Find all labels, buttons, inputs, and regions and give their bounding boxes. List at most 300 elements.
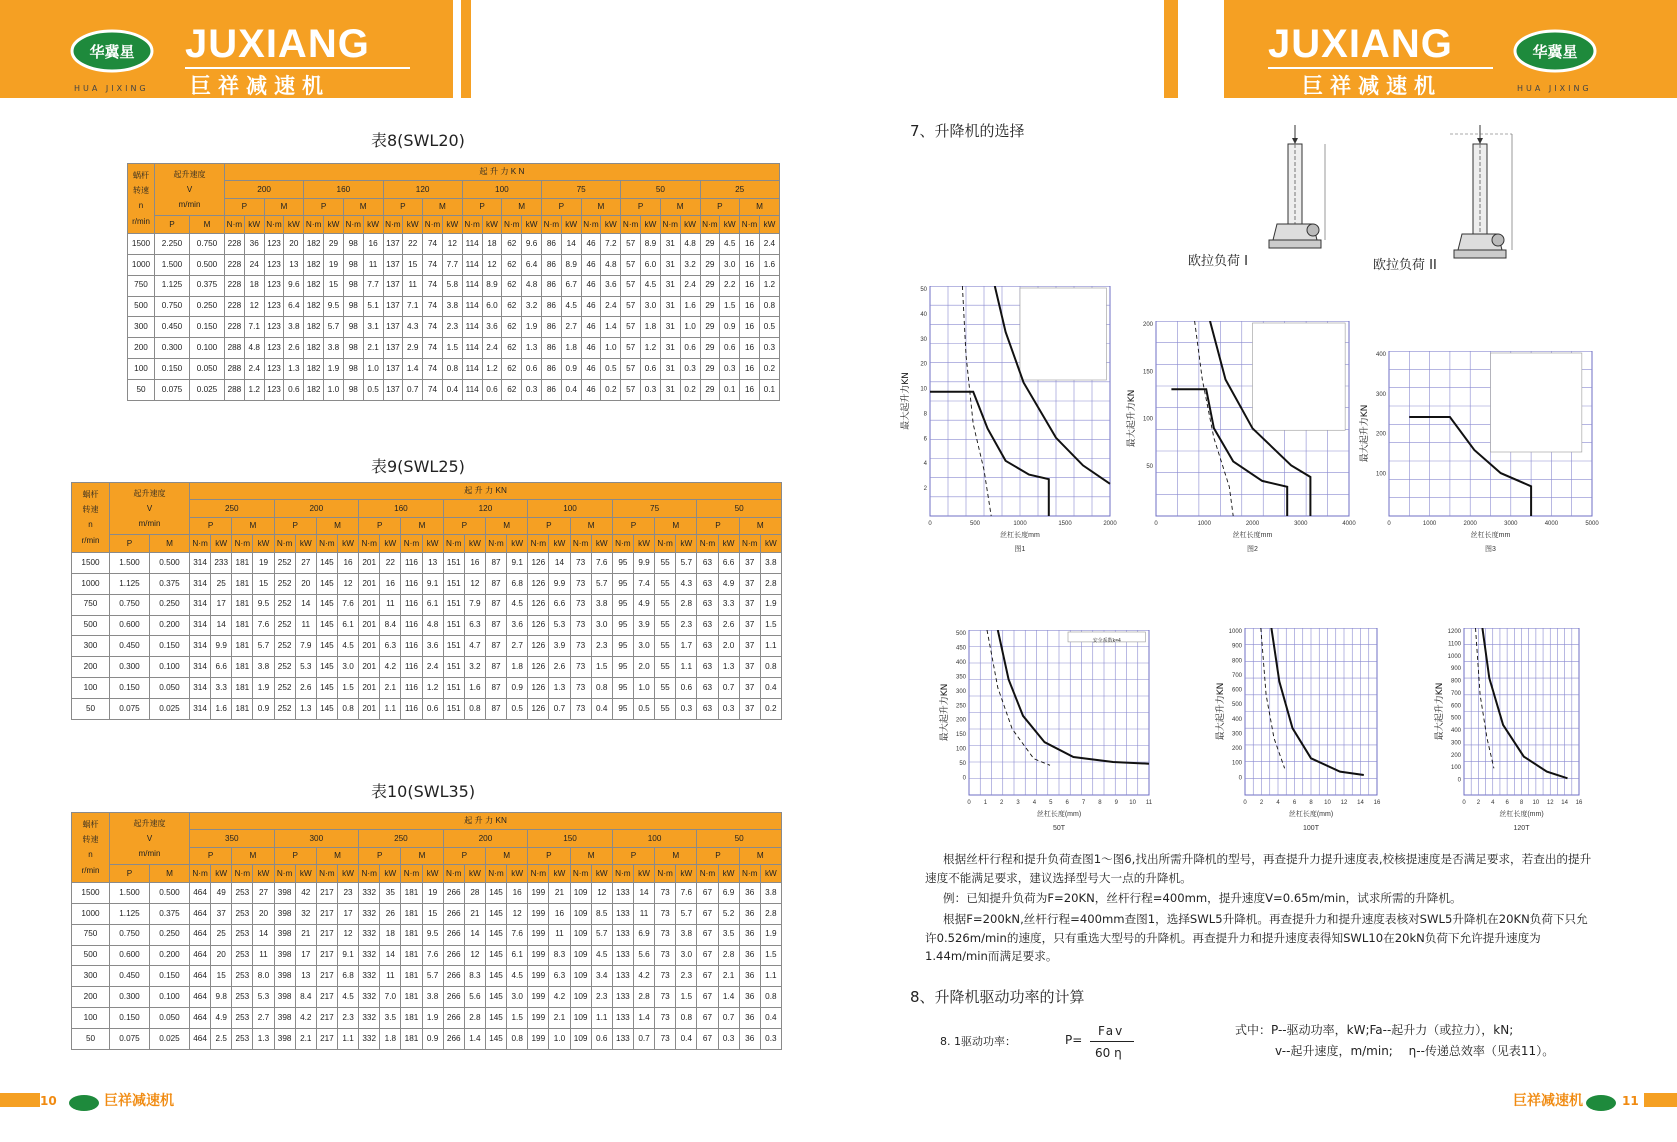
table-cell: 300 — [72, 636, 110, 657]
table-cell: 49 — [211, 882, 232, 903]
table-cell: 4.2 — [295, 1008, 316, 1029]
table-cell: 288 — [225, 380, 245, 401]
table-cell: 4.9 — [211, 1008, 232, 1029]
table-cell: 4.8 — [244, 338, 264, 359]
table-cell: 31 — [660, 296, 680, 317]
table-cell: 3.3 — [211, 678, 232, 699]
table-cell: 0.250 — [190, 296, 225, 317]
y-tick-label: 50 — [920, 287, 927, 293]
formula-note-2: v--起升速度，m/min; η--传递总效率（见表11）。 — [1275, 1044, 1555, 1058]
table-cell: 398 — [274, 987, 295, 1008]
table-cell: 57 — [621, 296, 641, 317]
table-cell: 0.050 — [190, 359, 225, 380]
table-cell: 464 — [190, 1029, 211, 1050]
table-cell: 12 — [591, 882, 612, 903]
table-cell: 57 — [621, 233, 641, 254]
table-cell: 29 — [700, 317, 720, 338]
table-cell: 0.3 — [676, 699, 697, 720]
table-cell: 3.5 — [718, 924, 739, 945]
table-cell: 4.3 — [676, 573, 697, 594]
y-tick-label: 700 — [1450, 690, 1461, 697]
table-cell: 95 — [612, 657, 633, 678]
table-cell: 67 — [697, 882, 718, 903]
p-head-cell: P — [462, 198, 502, 215]
footer-logo-right — [1585, 1094, 1617, 1112]
table-cell: 1.0 — [680, 317, 700, 338]
table-cell: 252 — [274, 573, 295, 594]
table-cell: 87 — [485, 636, 506, 657]
table-cell: 37 — [739, 615, 760, 636]
table-cell: 4.8 — [422, 615, 443, 636]
table-cell: 252 — [274, 615, 295, 636]
table-cell: 14 — [211, 615, 232, 636]
table-cell: 95 — [612, 573, 633, 594]
table-cell: 17 — [337, 903, 358, 924]
table-cell: 133 — [612, 966, 633, 987]
table-cell: 31 — [660, 233, 680, 254]
table-cell: 314 — [190, 657, 211, 678]
table-cell: 253 — [232, 903, 253, 924]
table-cell: 133 — [612, 945, 633, 966]
table-row — [72, 678, 782, 699]
table-cell: 1.4 — [601, 317, 621, 338]
unit-head-cell: N·m — [401, 535, 422, 552]
y-tick-label: 1200 — [1447, 629, 1461, 635]
m-head-cell: M — [655, 517, 697, 534]
table-cell: 200 — [72, 657, 110, 678]
p-head-cell: P — [621, 198, 661, 215]
table-cell: 7.7 — [442, 254, 462, 275]
table-cell: 253 — [232, 966, 253, 987]
unit-head-cell: kW — [718, 865, 739, 882]
table-cell: 137 — [383, 254, 403, 275]
load-head-cell: 120 — [383, 181, 462, 198]
table-cell: 6.0 — [641, 254, 661, 275]
table-cell: 126 — [528, 678, 549, 699]
y-tick-label: 300 — [1450, 740, 1461, 747]
table-cell: 0.200 — [150, 615, 190, 636]
x-tick-label: 0 — [1243, 800, 1247, 806]
p-head-cell: P — [359, 517, 401, 534]
table-cell: 1.3 — [295, 699, 316, 720]
y-tick-label: 10 — [920, 386, 927, 393]
unit-head-cell: kW — [422, 535, 443, 552]
load-head-cell: 150 — [528, 830, 613, 847]
table-cell: 133 — [612, 1029, 633, 1050]
table-cell: 398 — [274, 945, 295, 966]
table-cell: 14 — [561, 233, 581, 254]
table-cell: 181 — [232, 678, 253, 699]
table-cell: 126 — [528, 594, 549, 615]
force-head-cell: 起 升 力 KN — [190, 483, 782, 500]
table-row — [72, 945, 782, 966]
table-cell: 5.7 — [324, 317, 344, 338]
table-cell: 2.3 — [591, 987, 612, 1008]
table-cell: 252 — [274, 678, 295, 699]
force-head-cell: 起 升 力 KN — [190, 813, 782, 830]
page-number-right: 11 — [1622, 1094, 1639, 1108]
chart-caption: 图2 — [1247, 546, 1258, 553]
y-tick-label: 600 — [1450, 703, 1461, 710]
table-cell: 98 — [343, 254, 363, 275]
load-head-cell: 160 — [304, 181, 383, 198]
table-cell: 0.9 — [507, 678, 528, 699]
table-cell: 201 — [359, 699, 380, 720]
table-cell: 0.150 — [150, 636, 190, 657]
table-cell: 252 — [274, 699, 295, 720]
table-cell: 7.0 — [380, 987, 401, 1008]
table-cell: 181 — [401, 987, 422, 1008]
table-cell: 20 — [253, 903, 274, 924]
table-cell: 314 — [190, 552, 211, 573]
table-cell: 1.3 — [284, 359, 304, 380]
table-cell: 11 — [549, 924, 570, 945]
table-cell: 1.5 — [676, 987, 697, 1008]
table-cell: 151 — [443, 573, 464, 594]
table-cell: 0.5 — [759, 317, 779, 338]
table-cell: 19 — [253, 552, 274, 573]
x-axis-label: 丝杠长度(mm) — [1036, 811, 1082, 818]
table-cell: 7.6 — [422, 945, 443, 966]
unit-head-cell: kW — [422, 865, 443, 882]
table-cell: 0.8 — [760, 657, 781, 678]
table-cell: 151 — [443, 678, 464, 699]
y-tick-label: 1000 — [1447, 653, 1461, 660]
table-cell: 6.3 — [380, 636, 401, 657]
table-cell: 0.750 — [190, 233, 225, 254]
table-cell: 1.3 — [549, 678, 570, 699]
table-cell: 0.050 — [150, 678, 190, 699]
table-cell: 11 — [380, 966, 401, 987]
table-cell: 266 — [443, 987, 464, 1008]
table-cell: 1.1 — [760, 636, 781, 657]
table-cell: 98 — [343, 296, 363, 317]
table-cell: 86 — [542, 359, 562, 380]
table-cell: 0.025 — [150, 1029, 190, 1050]
table-cell: 29 — [700, 254, 720, 275]
table-cell: 0.4 — [760, 1008, 781, 1029]
table-cell: 233 — [211, 552, 232, 573]
table-cell: 15 — [253, 573, 274, 594]
x-tick-label: 2 — [1476, 800, 1481, 806]
table-row — [72, 1008, 782, 1029]
table-cell: 73 — [570, 699, 591, 720]
unit-head-cell: kW — [601, 216, 621, 233]
table-cell: 398 — [274, 966, 295, 987]
table-cell: 6.6 — [549, 594, 570, 615]
m-head-cell: M — [485, 517, 527, 534]
table-cell: 0.5 — [633, 699, 654, 720]
table-cell: 0.8 — [676, 1008, 697, 1029]
p-head-cell: P — [697, 517, 739, 534]
table-cell: 145 — [316, 615, 337, 636]
unit-head-cell: N·m — [274, 865, 295, 882]
load-head-cell: 75 — [612, 500, 697, 517]
table-cell: 0.7 — [403, 380, 423, 401]
table-cell: 0.750 — [155, 296, 190, 317]
table-cell: 116 — [401, 573, 422, 594]
table-cell: 0.4 — [591, 699, 612, 720]
y-tick-label: 30 — [920, 336, 927, 343]
table-cell: 4.9 — [718, 573, 739, 594]
p-head-cell: P — [190, 517, 232, 534]
table-cell: 2.8 — [633, 987, 654, 1008]
table-cell: 3.0 — [720, 254, 740, 275]
table-cell: 0.025 — [150, 699, 190, 720]
table-cell: 253 — [232, 924, 253, 945]
table-cell: 126 — [528, 552, 549, 573]
unit-head-cell: kW — [482, 216, 502, 233]
table-cell: 0.100 — [190, 338, 225, 359]
y-axis-label: 最大起升力KN — [901, 372, 911, 430]
table-cell: 145 — [485, 903, 506, 924]
table-cell: 62 — [502, 359, 522, 380]
table-cell: 0.7 — [718, 678, 739, 699]
table-cell: 181 — [401, 903, 422, 924]
table-cell: 12 — [244, 296, 264, 317]
table-cell: 109 — [570, 1029, 591, 1050]
table-cell: 5.3 — [295, 657, 316, 678]
formula-note-1: 式中：P--驱动功率，kW;Fa--起升力（或拉力），kN; — [1235, 1023, 1514, 1037]
table-cell: 1.0 — [549, 1029, 570, 1050]
table-cell: 151 — [443, 657, 464, 678]
table-cell: 18 — [482, 233, 502, 254]
footer-brand-right: 巨祥减速机 — [1513, 1093, 1583, 1109]
table-cell: 62 — [502, 317, 522, 338]
table-row — [72, 657, 782, 678]
table-cell: 0.300 — [110, 987, 150, 1008]
table-cell: 116 — [401, 636, 422, 657]
table-cell: 6.6 — [718, 552, 739, 573]
m-head-cell: M — [485, 847, 527, 864]
table-cell: 63 — [697, 636, 718, 657]
table-cell: 314 — [190, 636, 211, 657]
table-cell: 13 — [284, 254, 304, 275]
table-cell: 217 — [316, 924, 337, 945]
table-cell: 86 — [542, 296, 562, 317]
unit-head-cell: kW — [253, 535, 274, 552]
table-cell: 2.6 — [295, 678, 316, 699]
table-cell: 332 — [359, 903, 380, 924]
table-cell: 86 — [542, 338, 562, 359]
table-cell: 145 — [485, 945, 506, 966]
y-tick-label: 400 — [1231, 716, 1242, 723]
table-cell: 1.7 — [676, 636, 697, 657]
table-cell: 0.300 — [155, 338, 190, 359]
table-cell: 109 — [570, 882, 591, 903]
table-cell: 74 — [423, 254, 443, 275]
table-cell: 123 — [264, 338, 284, 359]
table-cell: 9.1 — [422, 573, 443, 594]
table-cell: 266 — [443, 903, 464, 924]
table-cell: 2.1 — [363, 338, 383, 359]
table-cell: 73 — [655, 882, 676, 903]
table-cell: 0.1 — [720, 380, 740, 401]
table-cell: 0.2 — [760, 699, 781, 720]
unit-head-cell: kW — [591, 865, 612, 882]
table-cell: 0.1 — [759, 380, 779, 401]
table-cell: 0.8 — [507, 1029, 528, 1050]
table-cell: 145 — [316, 594, 337, 615]
table-cell: 133 — [612, 1008, 633, 1029]
table-cell: 3.0 — [676, 945, 697, 966]
table-cell: 182 — [304, 359, 324, 380]
table-cell: 0.750 — [110, 924, 150, 945]
table-cell: 181 — [401, 924, 422, 945]
table-cell: 74 — [423, 317, 443, 338]
table-row — [72, 594, 782, 615]
chart-caption: 图3 — [1485, 546, 1496, 553]
table-cell: 200 — [72, 987, 110, 1008]
table-cell: 62 — [502, 233, 522, 254]
table-cell: 11 — [403, 275, 423, 296]
m-head-cell: M — [581, 198, 621, 215]
table-cell: 0.300 — [110, 657, 150, 678]
table-cell: 199 — [528, 882, 549, 903]
table-cell: 0.2 — [601, 380, 621, 401]
table-cell: 23 — [337, 882, 358, 903]
table-cell: 5.8 — [442, 275, 462, 296]
table-cell: 67 — [697, 1008, 718, 1029]
y-tick-label: 100 — [1231, 760, 1242, 767]
table-cell: 5.2 — [718, 903, 739, 924]
y-tick-label: 1100 — [1448, 641, 1461, 648]
unit-head-cell: N·m — [740, 216, 760, 233]
table-cell: 14 — [253, 924, 274, 945]
unit-head-cell: kW — [464, 865, 485, 882]
table-cell: 0.100 — [150, 987, 190, 1008]
table-cell: 6.8 — [507, 573, 528, 594]
table-cell: 5.6 — [633, 945, 654, 966]
table-cell: 201 — [359, 573, 380, 594]
table-cell: 126 — [528, 636, 549, 657]
table-cell: 3.3 — [718, 594, 739, 615]
x-tick-label: 6 — [1505, 800, 1509, 806]
table-row — [128, 233, 780, 254]
x-tick-label: 4 — [1276, 800, 1280, 806]
table-cell: 57 — [621, 317, 641, 338]
y-tick-label: 2 — [923, 486, 927, 493]
table-cell: 36 — [739, 945, 760, 966]
table-cell: 464 — [190, 924, 211, 945]
x-tick-label: 0 — [967, 800, 971, 806]
m-head-cell: M — [316, 847, 358, 864]
y-tick-label: 8 — [923, 411, 927, 418]
table-title-8: 表8(SWL20) — [371, 131, 465, 150]
table-cell: 199 — [528, 1029, 549, 1050]
table-cell: 50 — [72, 1029, 110, 1050]
table-cell: 9.1 — [337, 945, 358, 966]
table-cell: 98 — [343, 338, 363, 359]
table-cell: 1.6 — [680, 296, 700, 317]
table-cell: 2.3 — [676, 615, 697, 636]
table-cell: 145 — [485, 924, 506, 945]
table-cell: 3.9 — [633, 615, 654, 636]
table-cell: 11 — [363, 254, 383, 275]
table-cell: 182 — [304, 254, 324, 275]
table-cell: 3.8 — [422, 987, 443, 1008]
unit-head-cell: N·m — [697, 865, 718, 882]
load-head-cell: 75 — [542, 181, 621, 198]
table-cell: 2.3 — [591, 636, 612, 657]
table-cell: 137 — [383, 338, 403, 359]
y-tick-label: 20 — [920, 361, 927, 368]
table-cell: 12 — [337, 573, 358, 594]
table-cell: 1.500 — [155, 254, 190, 275]
table-cell: 15 — [422, 903, 443, 924]
row-head-cell: 蜗杆 转速 n r/min — [72, 813, 110, 883]
table-cell: 0.8 — [760, 987, 781, 1008]
page-number-left: 10 — [40, 1094, 57, 1108]
unit-head-cell: N·m — [462, 216, 482, 233]
table-cell: 46 — [581, 296, 601, 317]
table-cell: 37 — [739, 678, 760, 699]
table-cell: 200 — [128, 338, 155, 359]
x-tick-label: 9 — [1114, 800, 1118, 806]
table-cell: 500 — [72, 615, 110, 636]
table-cell: 15 — [324, 275, 344, 296]
table-cell: 0.2 — [680, 380, 700, 401]
table-cell: 87 — [485, 615, 506, 636]
p-head-cell: P — [359, 847, 401, 864]
table-cell: 16 — [507, 882, 528, 903]
table-cell: 217 — [316, 1008, 337, 1029]
table-cell: 2.7 — [561, 317, 581, 338]
unit-head-cell: N·m — [359, 535, 380, 552]
table-cell: 5.7 — [422, 966, 443, 987]
table-row — [72, 882, 782, 903]
p-head-cell: P — [700, 198, 740, 215]
table-cell: 6.8 — [337, 966, 358, 987]
table-cell: 126 — [528, 699, 549, 720]
table-cell: 126 — [528, 615, 549, 636]
x-tick-label: 1 — [983, 800, 988, 806]
p-head-cell: P — [274, 517, 316, 534]
table-title-9: 表9(SWL25) — [371, 457, 465, 476]
x-tick-label: 10 — [1532, 800, 1540, 806]
brand-logo — [70, 26, 154, 74]
x-tick-label: 14 — [1357, 800, 1364, 806]
table-cell: 137 — [383, 359, 403, 380]
table-cell: 3.6 — [507, 615, 528, 636]
table-cell: 37 — [739, 636, 760, 657]
table-cell: 11 — [633, 903, 654, 924]
table-cell: 29 — [700, 338, 720, 359]
unit-head-cell: N·m — [542, 216, 562, 233]
unit-head-cell: M — [190, 216, 225, 233]
table-cell: 0.8 — [337, 699, 358, 720]
table-cell: 95 — [612, 678, 633, 699]
table-cell: 0.6 — [284, 380, 304, 401]
table-cell: 181 — [232, 636, 253, 657]
table-cell: 55 — [655, 552, 676, 573]
table-cell: 398 — [274, 1029, 295, 1050]
unit-head-cell: N·m — [739, 865, 760, 882]
unit-head-cell: kW — [380, 535, 401, 552]
table-cell: 36 — [739, 1008, 760, 1029]
table-cell: 100 — [72, 1008, 110, 1029]
y-tick-label: 200 — [1231, 746, 1242, 753]
table-cell: 11 — [380, 594, 401, 615]
table-cell: 1.6 — [211, 699, 232, 720]
table-cell: 37 — [739, 657, 760, 678]
table-cell: 98 — [343, 233, 363, 254]
y-tick-label: 800 — [1450, 678, 1461, 685]
table-cell: 57 — [621, 338, 641, 359]
table-cell: 109 — [570, 903, 591, 924]
table-cell: 201 — [359, 657, 380, 678]
table-cell: 73 — [570, 573, 591, 594]
